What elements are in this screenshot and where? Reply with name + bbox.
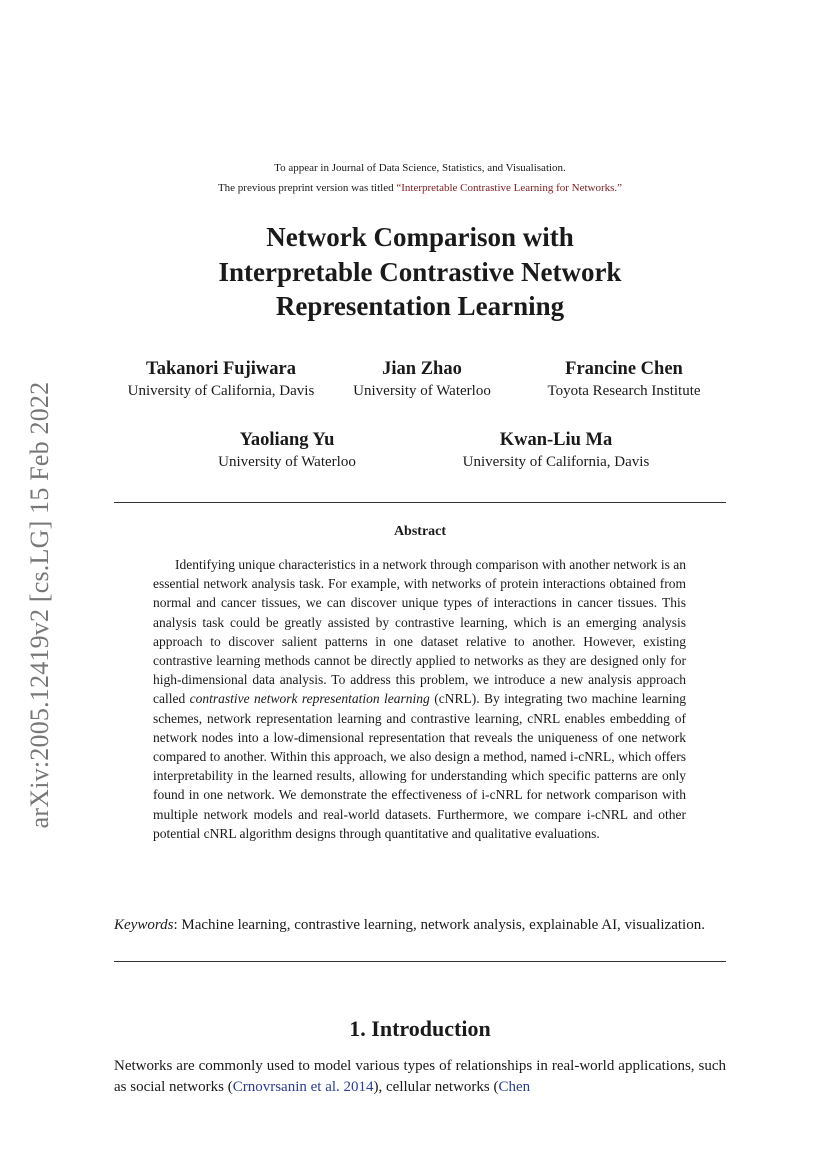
author-affiliation: University of Waterloo xyxy=(218,454,356,470)
abstract-heading: Abstract xyxy=(393,524,447,539)
previous-title-link[interactable]: “Interpretable Contrastive Learning for Networks.” xyxy=(396,182,623,194)
abstract-top-rule xyxy=(114,502,726,503)
author-affiliation: University of Waterloo xyxy=(353,383,491,399)
author-affiliation: University of California, Davis xyxy=(127,383,315,399)
author-name: Francine Chen xyxy=(565,359,683,379)
previous-title-prefix: The previous preprint version was titled xyxy=(217,182,397,194)
title-line-3: Representation Learning xyxy=(275,291,565,321)
journal-note: To appear in Journal of Data Science, Statistics, and Visualisation. xyxy=(274,162,566,174)
keywords-label: Keywords xyxy=(114,917,174,933)
abstract-text xyxy=(153,555,686,843)
keywords-text: : Machine learning, contrastive learning, network analysis, explainable AI, visualization. xyxy=(173,917,705,933)
author-name: Yaoliang Yu xyxy=(239,430,335,450)
author-name: Kwan-Liu Ma xyxy=(499,430,613,450)
title-line-1: Network Comparison with xyxy=(266,222,574,252)
abstract-text-part-2: (cNRL). By integrating two machine learning schemes, network representation learning and contrastive learning, cNRL enables embedding of network nodes into a low-dimensional representation that reveals the uniqueness of one network compared to another. Within this approach, we also design a method, named i-cNRL, which offers interpretability in the learned results, allowing for understanding which specific patterns are only found in one network. We demonstrate the effectiveness of i-cNRL for network comparison with multiple network models and real-world datasets. Furthermore, we compare i-cNRL and other potential cNRL algorithm designs through quantitative and qualitative evaluations. xyxy=(153,691,687,841)
author-1 xyxy=(109,357,333,401)
author-affiliation: University of California, Davis xyxy=(462,454,650,470)
intro-text-part-1: Networks are commonly used to model various types of relationships in real-world applications, such as social networks ( xyxy=(114,1058,726,1095)
abstract-emphasis: contrastive network representation learning xyxy=(189,691,430,707)
keywords xyxy=(114,915,726,936)
author-3 xyxy=(526,357,722,401)
citation-link[interactable]: Chen xyxy=(498,1079,531,1095)
author-5 xyxy=(440,428,672,472)
author-name: Takanori Fujiwara xyxy=(146,359,296,379)
introduction-text xyxy=(114,1056,726,1098)
author-2 xyxy=(338,357,506,401)
author-name: Jian Zhao xyxy=(382,359,462,379)
intro-text-part-2: ), cellular networks ( xyxy=(373,1079,499,1095)
abstract-bottom-rule xyxy=(114,961,726,962)
citation-link[interactable]: Crnovrsanin et al. 2014 xyxy=(232,1079,374,1095)
paper-title xyxy=(114,220,726,324)
author-affiliation: Toyota Research Institute xyxy=(547,383,701,399)
arxiv-stamp-text: arXiv:2005.12419v2 [cs.LG] 15 Feb 2022 xyxy=(25,381,54,829)
abstract-text-part-1: Identifying unique characteristics in a network through comparison with another network is an essential network analysis task. For example, with networks of protein interactions obtained from normal and cancer tissues, we can discover unique types of interactions in cancer tissues. This analysis task could be greatly assisted by contrastive learning, which is an emerging analysis approach to discover salient patterns in one dataset relative to another. However, existing contrastive learning methods cannot be directly applied to networks as they are designed only for high-dimensional data analysis. To address this problem, we introduce a new analysis approach called xyxy=(153,557,686,707)
preamble xyxy=(114,158,726,198)
section-heading-introduction: 1. Introduction xyxy=(349,1016,491,1041)
previous-title-note xyxy=(114,178,726,198)
author-4 xyxy=(196,428,378,472)
title-line-2: Interpretable Contrastive Network xyxy=(218,256,622,287)
